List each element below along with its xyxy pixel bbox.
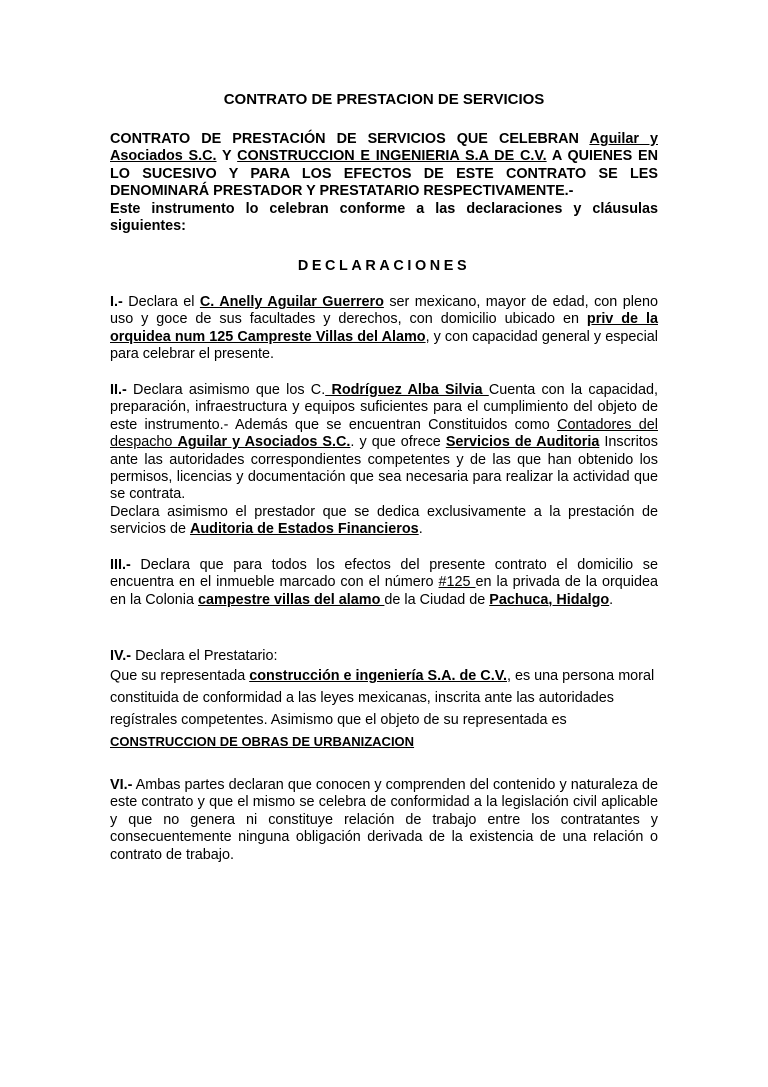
declaration-number: III.- xyxy=(110,557,131,573)
address-number: #125 xyxy=(438,574,476,591)
party-1-name: Aguilar y Asociados S.C. xyxy=(110,131,658,165)
declarant-name: C. Anelly Aguilar Guerrero xyxy=(199,294,384,310)
declarant-address: priv de la orquidea num 125 Campreste Villas del Alamo xyxy=(110,311,658,345)
declaration-1: I.- Declara el C. Anelly Aguilar Guerrero ser mexicano, mayor de edad, con pleno uso y goce de sus facultades y derechos, con domicilio ubicado en priv de la orquidea num 125 Campreste Villas del Alamo, y con capacidad general y especial para celebrar el presente. xyxy=(110,294,659,363)
firm-name: Aguilar y Asociados S.C. xyxy=(177,434,351,451)
declaration-6: VI.- Ambas partes declaran que conocen y comprenden del contenido y naturaleza de este contrato y que el mismo se celebra de conformidad a la legislación civil aplicable y que no genera ni constituye relación de trabajo entre los contratantes y consecuentemente ninguna obligación derivada de la existencia de una relación o contrato de trabajo. xyxy=(110,777,658,863)
service-name: Servicios de Auditoria xyxy=(445,434,600,451)
declaration-number: I.- xyxy=(110,294,123,310)
company-object: CONSTRUCCION DE OBRAS DE URBANIZACION xyxy=(110,734,415,750)
company-name: construcción e ingeniería S.A. de C.V. xyxy=(249,668,507,685)
declaration-3: III.- Declara que para todos los efectos del presente contrato el domicilio se encuentra en el inmueble marcado con el número #125 en la privada de la orquidea en la Colonia campestre villas del alamo de la Ciudad de Pachuca, Hidalgo. xyxy=(110,557,658,608)
colonia-name: campestre villas del alamo xyxy=(198,591,385,608)
intro-text-2: Y xyxy=(216,148,238,165)
document-title: CONTRATO DE PRESTACION DE SERVICIOS xyxy=(223,91,545,108)
declaration-number: VI.- xyxy=(110,777,133,793)
intro-text-1: CONTRATO DE PRESTACIÓN DE SERVICIOS QUE CELEBRAN xyxy=(110,131,590,147)
declaraciones-heading: DECLARACIONES xyxy=(297,258,471,274)
declarant-role: Contadores del despacho xyxy=(110,416,658,451)
declaration-number: IV.- xyxy=(110,648,132,664)
intro-paragraph xyxy=(110,131,658,235)
declaration-4: IV.- Declara el Prestatario: Que su representada construcción e ingeniería S.A. de C.V., es una persona moral constituida de conformidad a las leyes mexicanas, inscrita ante las autoridades regístrales competentes. Asimismo que el objeto de su representada es CONSTRUCCION DE OBRAS DE URBANIZACION xyxy=(110,648,655,750)
party-2-name: CONSTRUCCION E INGENIERIA S.A DE C.V. xyxy=(237,148,547,165)
city-name: Pachuca, Hidalgo xyxy=(489,591,610,608)
declaration-number: II.- xyxy=(110,382,127,398)
intro-text-3: A QUIENES EN LO SUCESIVO Y PARA LOS EFECTOS DE ESTE CONTRATO SE LES DENOMINARÁ PRESTADOR Y PRESTATARIO RESPECTIVAMENTE.- xyxy=(110,148,658,200)
declaration-2: II.- Declara asimismo que los C. Rodríguez Alba Silvia Cuenta con la capacidad, preparación, infraestructura y equipos suficientes para el cumplimiento del objeto de este instrumento.- Además que se encuentran Constituidos como Contadores del despacho Aguilar y Asociados S.C.. y que ofrece Servicios de Auditoria Inscritos ante las autoridades correspondientes competentes y de las que han obtenido los permisos, licencias y documentación que sea necesaria para realizar la actividad que se contrata. Declara asimismo el prestador que se dedica exclusivamente a la prestación de servicios de Auditoria de Estados Financieros. xyxy=(110,382,658,538)
declarant-name: Rodríguez Alba Silvia xyxy=(325,382,489,398)
intro-text-4: Este instrumento lo celebran conforme a las declaraciones y cláusulas siguientes: xyxy=(110,200,658,235)
specialty-name: Auditoria de Estados Financieros xyxy=(189,521,419,538)
